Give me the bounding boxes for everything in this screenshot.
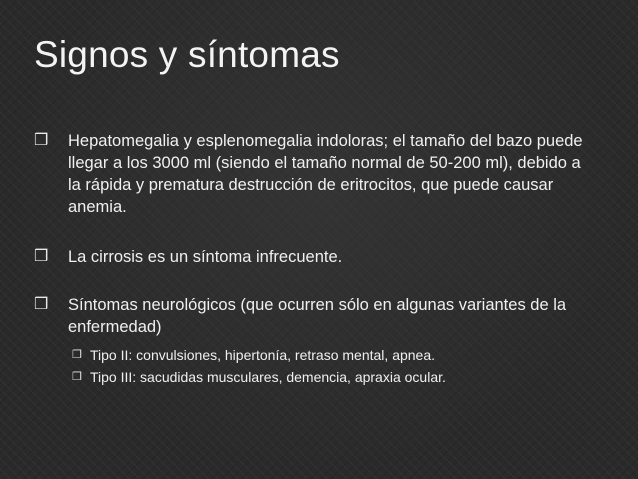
- bullet-item: [34, 246, 594, 268]
- sub-bullet-item: [34, 344, 594, 366]
- fancy-square-bullet-icon: ❒: [72, 371, 82, 383]
- fancy-square-bullet-icon: ❒: [34, 132, 49, 149]
- sub-bullet-text: Tipo II: convulsiones, hipertonía, retraso mental, apnea.: [90, 347, 436, 363]
- sub-bullet-text: Tipo III: sacudidas musculares, demencia, apraxia ocular.: [90, 369, 446, 385]
- bullet-item: [34, 294, 594, 338]
- bullet-text: Síntomas neurológicos (que ocurren sólo en algunas variantes de la enfermedad): [68, 296, 567, 336]
- bullet-text: La cirrosis es un síntoma infrecuente.: [68, 248, 343, 266]
- slide-title: Signos y síntomas: [34, 34, 340, 75]
- slide-content: [34, 130, 594, 388]
- bullet-text: Hepatomegalia y esplenomegalia indoloras; el tamaño del bazo puede llegar a los 3000 ml (siendo el tamaño normal de 50-200 ml), debido a la rápida y prematura destrucción de eritrocitos, que puede causar anemia.: [68, 132, 583, 216]
- fancy-square-bullet-icon: ❒: [72, 349, 82, 361]
- sub-bullet-item: [34, 366, 594, 388]
- fancy-square-bullet-icon: ❒: [34, 248, 49, 265]
- bullet-item: [34, 130, 594, 218]
- fancy-square-bullet-icon: ❒: [34, 296, 49, 313]
